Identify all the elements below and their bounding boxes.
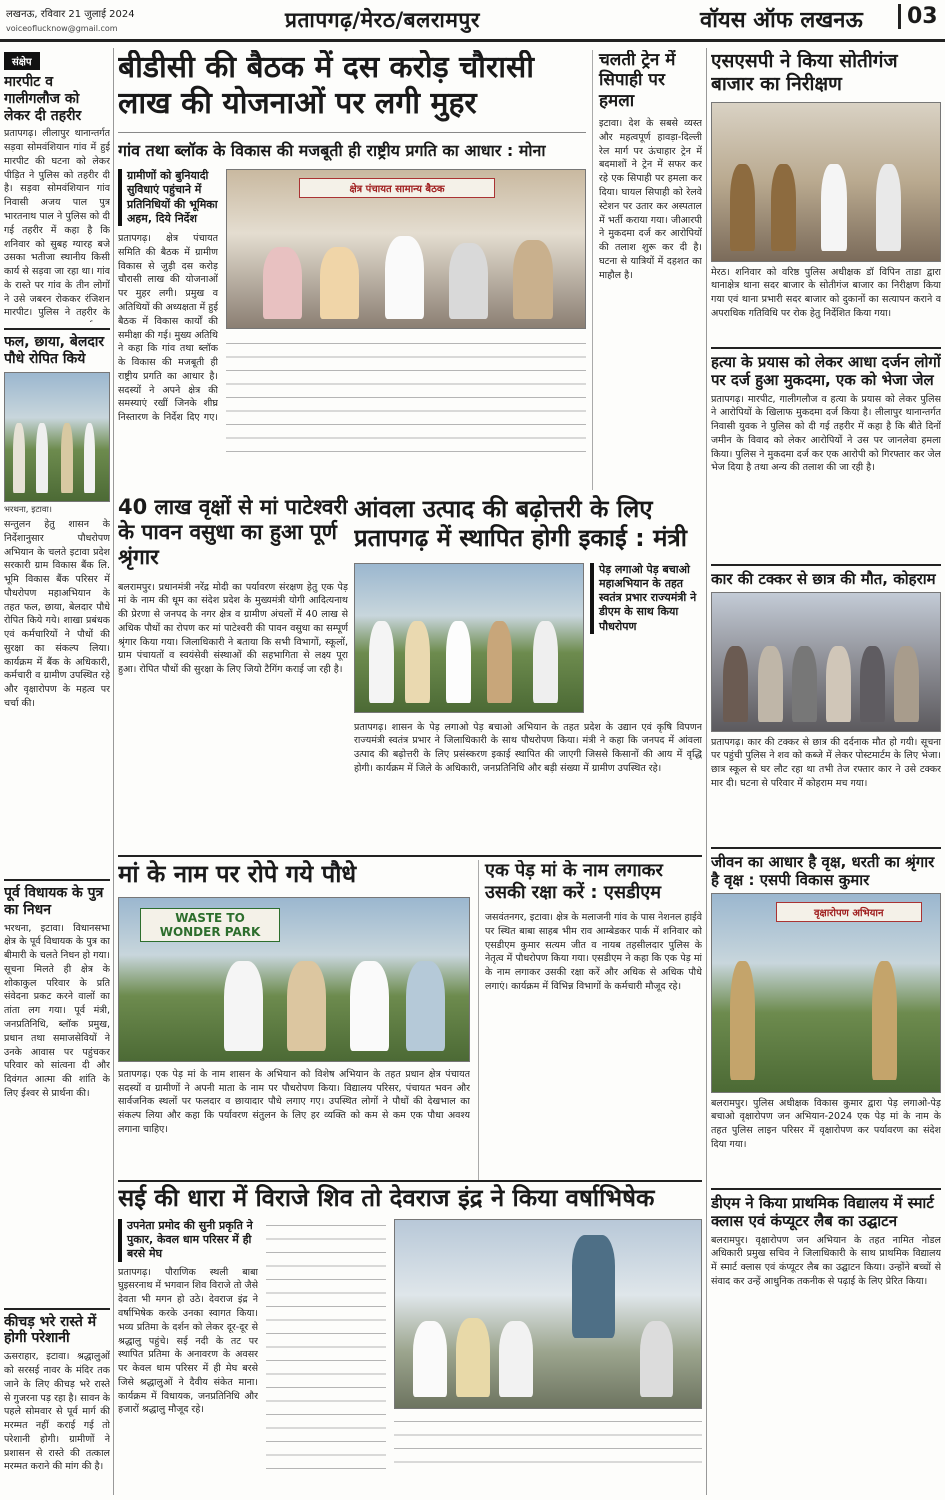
mother-story [118,860,470,1180]
sp-headline: जीवन का आधार है वृक्ष, धरती का श्रृंगार है वृक्ष : एसपी विकास कुमार [711,847,941,889]
brief-headline: फल, छाया, बेलदार पौधे रोपित किये [4,328,110,368]
minister-planting-photo [354,563,584,713]
brief-text: प्रतापगढ़। लीलापुर थानान्तर्गत सड़वा सोमवंशियान गांव में हुई मारपीट की घटना को लेकर पीड़ित ने पुलिस को तहरीर दी है। सड़वा सोमवंशियान गांव निवासी अजय पाल पुत्र भारतनाथ पाल ने पुलिस को दी गई तहरीर में कहा है कि शनिवार को सुबह ग्यारह बजे उसका भतीजा स्थानीय किसी कार्य से सड़वा जा रहा था। गांव के रास्ते पर गांव के तीन लोगों ने उसे जबरन रोककर रंजिशन मारपीट। पुलिस ने तहरीर के [4,128,110,319]
bdc-meeting-photo [226,169,586,329]
section-rule [118,1180,702,1182]
amla-text: प्रतापगढ़। शासन के पेड़ लगाओ पेड़ बचाओ अभियान के तहत प्रदेश के उद्यान एवं कृषि विपणन राज्यमंत्री स्वतंत्र प्रभार ने जिलाधिकारी के साथ पौधरोपण किया। मंत्री ने कहा कि जनपद में आंवला उत्पाद की बढ़ोत्तरी के लिए प्रसंस्करण इकाई स्थापित की जाएगी जिससे किसानों की आय में वृद्धि होगी। कार्यक्रम में जिले के अधिकारी, जनप्रतिनिधि और बड़ी संख्या में ग्रामीण उपस्थित रहे। [354,721,702,774]
meeting-banner: क्षेत्र पंचायत सामान्य बैठक [299,178,496,198]
brief-headline: मारपीट व गालीगलौज को लेकर दी तहरीर [4,74,82,124]
mother-text: प्रतापगढ़। एक पेड़ मां के नाम शासन के अभियान को विशेष अभियान के तहत प्रधान क्षेत्र पंचायत सदस्यों व ग्रामीणों ने अपनी माता के नाम पर पौधरोपण किया। विद्यालय परिसर, पंचायत भवन और सार्वजनिक स्थलों पर फलदार व छायादार पौधे लगाए गए। उपस्थित लोगों ने पौधों की देखभाल का संकल्प लिया और कहा कि पर्यावरण संतुलन के लिए हर व्यक्ति को कम से कम एक पौधा अवश्य लगाना चाहिए। [118,1068,470,1135]
briefs-tag: संक्षेप [4,52,40,70]
lead-subhead: ग्रामीणों को बुनियादी सुविधाएं पहुंचाने में प्रतिनिधियों की भूमिका अहम, दिये निर्देश [118,169,218,226]
mother-planting-photo [118,897,470,1062]
photo-caption: भरथना, इटावा। [4,504,53,515]
attempt-headline: हत्या के प्रयास को लेकर आधा दर्जन लोगों पर दर्ज हुआ मुकदमा, एक को भेजा जेल [711,347,941,389]
accident-text: प्रतापगढ़। कार की टक्कर से छात्र की दर्दनाक मौत हो गयी। सूचना पर पहुंची पुलिस ने शव को कब्जे में लेकर पोस्टमार्टम के लिए भेजा। छात्र स्कूल से घर लौट रहा था तभी तेज रफ्तार कार ने उसे टक्कर मार दी। घटना से परिवार में कोहराम मच गया। [711,736,941,789]
shiva-subhead: उपनेता प्रमोद की सुनी प्रकृति ने पुकार, केवल धाम परिसर में ही बरसे मेघ [118,1219,258,1262]
trees-headline: 40 लाख वृक्षों से मां पाटेश्वरी के पावन वसुधा का हुआ पूर्ण श्रृंगार [118,495,348,570]
lead-text: प्रतापगढ़। क्षेत्र पंचायत समिति की बैठक में ग्रामीण विकास से जुड़ी दस करोड़ चौरासी लाख की योजनाओं पर मुहर लगी। प्रमुख व अतिथियों की अध्यक्षता में हुई बैठक में विकास कार्यों की समीक्षा की गई। मुख्य अतिथि ने कहा कि गांव तथा ब्लॉक के विकास की मजबूती ही राष्ट्रीय प्रगति का आधार है। सदस्यों ने अपने क्षेत्र की समस्याएं रखीं जिनके शीघ्र निस्तारण के निर्देश दिए गए। [118,233,218,423]
shiva-headline: सई की धारा में विराजे शिव तो देवराज इंद्र ने किया वर्षाभिषेक [118,1184,655,1212]
attempt-text: प्रतापगढ़। मारपीट, गालीगलौज व हत्या के प्रयास को लेकर पुलिस ने आरोपियों के खिलाफ मुकदमा दर्ज किया है। लीलापुर थानान्तर्गत निवासी युवक ने पुलिस को दी गई तहरीर में कहा है कि बीते दिनों जमीन के विवाद को लेकर आरोपियों ने उस पर जानलेवा हमला किया। पुलिस ने मुकदमा दर्ज कर एक आरोपी को गिरफ्तार कर जेल भेज दिया है तथा अन्य की तलाश की जा रही है। [711,393,941,474]
masthead [0,0,945,42]
briefs-column [4,50,110,1495]
accident-crowd-photo [711,592,941,732]
shiva-story [118,1184,702,1496]
amla-story [354,495,702,850]
train-story [592,50,702,490]
sp-text: बलरामपुर। पुलिस अधीक्षक विकास कुमार द्वारा पेड़ लगाओ-पेड़ बचाओ वृक्षारोपण जन अभियान-2024 एक पेड़ मां के नाम के तहत पुलिस लाइन परिसर में वृक्षारोपण कर पर्यावरण का संदेश दिया गया। [711,1097,941,1150]
shiva-text: प्रतापगढ़। पौराणिक स्थली बाबा घुइसरनाथ में भगवान शिव विराजे तो जैसे देवता भी मगन हो उठे। देवराज इंद्र ने वर्षाभिषेक करके उनका स्वागत किया। भव्य प्रतिमा के दर्शन को लेकर दूर-दूर से श्रद्धालु पहुंचे। सई नदी के तट पर स्थापित प्रतिमा के अनावरण के अवसर पर केवल धाम परिसर में ही मेघ बरसे जिसे श्रद्धालुओं ने दैवीय संकेत माना। कार्यक्रम में विधायक, जनप्रतिनिधि और हजारों श्रद्धालु मौजूद रहे। [118,1266,258,1416]
train-text: इटावा। देश के सबसे व्यस्त और महत्वपूर्ण हावड़ा-दिल्ली रेल मार्ग पर ऊंचाहार ट्रेन में बदमाशों ने ट्रेन में सफर कर रहे एक सिपाही पर हमला कर दिया। घायल सिपाही को रेलवे स्टेशन पर उतार कर अस्पताल में भर्ती कराया गया। जीआरपी ने मुकदमा दर्ज कर आरोपियों की तलाश शुरू कर दी है। घटना से यात्रियों में दहशत का माहौल है। [599,118,702,281]
dm-headline: डीएम ने किया प्राथमिक विद्यालय में स्मार्ट क्लास एवं कंप्यूटर लैब का उद्घाटन [711,1188,941,1230]
ssp-inspection-photo [711,102,941,262]
sdm-story [478,860,702,1180]
amla-subhead: पेड़ लगाओ पेड़ बचाओ महाअभियान के तहत स्वतंत्र प्रभार राज्यमंत्री ने डीएम के साथ किया पौधरोपण [590,563,702,634]
lead-story [118,50,586,490]
edition-cities: प्रतापगढ़/मेरठ/बलरामपुर [285,8,480,32]
campaign-banner: वृक्षारोपण अभियान [776,902,922,922]
sdm-text: जसवंतनगर, इटावा। क्षेत्र के मलाजनी गांव के पास नेशनल हाईवे पर स्थित बाबा साहब भीम राव आम्बेडकर पार्क में शनिवार को एसडीएम कुमार सत्यम जीत व नायब तहसीलदार पुलिस के नेतृत्व में पौधरोपण किया गया। एसडीएम ने कहा कि एक पेड़ मां के नाम लगाकर उसकी रक्षा करें और अधिक से अधिक पौधे लगाएं। कार्यक्रम में विभिन्न विभागों के कर्मचारी मौजूद रहे। [485,912,702,993]
ssp-headline: एसएसपी ने किया सोतीगंज बाजार का निरीक्षण [711,50,898,95]
column-rule [706,48,707,1495]
tree-planting-photo [4,372,110,502]
park-signboard: WASTE TO WONDER PARK [140,908,280,942]
shiva-text-columns [266,1219,386,1469]
newspaper-brand: वॉयस ऑफ लखनऊ [700,8,863,33]
train-headline: चलती ट्रेन में सिपाही पर हमला [599,50,676,111]
brief-text: ऊसराहार, इटावा। श्रद्धालुओं को सरसई नावर के मंदिर तक जाने के लिए कीचड़ भरे रास्ते से गुजरना पड़ रहा है। सावन के पहले सोमवार से पूर्व मार्ग की मरम्मत नहीं कराई गई तो परेशानी होगी। ग्रामीणों ने प्रशासन से रास्ते की तत्काल मरम्मत कराने की मांग की है। [4,1351,110,1473]
lead-headline: बीडीसी की बैठक में दस करोड़ चौरासी लाख की योजनाओं पर लगी मुहर [118,50,535,121]
lead-dek: गांव तथा ब्लॉक के विकास की मजबूती ही राष्ट्रीय प्रगति का आधार : मोना [118,132,586,161]
brief-headline: कीचड़ भरे रास्ते में होगी परेशानी [4,1308,110,1348]
brief-text: भरथना, इटावा। विधानसभा क्षेत्र के पूर्व विधायक के पुत्र का बीमारी के चलते निधन हो गया। सूचना मिलते ही क्षेत्र के शोकाकुल परिवार के प्रति संवेदना प्रकट करने वालों का तांता लग गया। पूर्व मंत्री, जनप्रतिनिधि, ब्लॉक प्रमुख, प्रधान तथा समाजसेवियों ने उनके आवास पर पहुंचकर परिवार को सांत्वना दी और दिवंगत आत्मा की शांति के लिए ईश्वर से प्रार्थना की। [4,922,110,1099]
issue-date: लखनऊ, रविवार 21 जुलाई 2024 [6,9,135,20]
mother-headline: मां के नाम पर रोपे गये पौधे [118,860,357,888]
sdm-headline: एक पेड़ मां के नाम लगाकर उसकी रक्षा करें : एसडीएम [485,860,663,903]
trees-text: बलरामपुर। प्रधानमंत्री नरेंद्र मोदी का पर्यावरण संरक्षण हेतु एक पेड़ मां के नाम की धूम का संदेश प्रदेश के मुख्यमंत्री योगी आदित्यनाथ की प्रेरणा से जनपद के नगर क्षेत्र व ग्रामीण अंचलों में 40 लाख से अधिक पौधों का रोपण कर मां पाटेश्वरी की पावन वसुधा का सम्पूर्ण श्रृंगार किया गया। जिलाधिकारी ने बताया कि सभी विभागों, स्कूलों, ग्राम पंचायतों व स्वयंसेवी संस्थाओं की सहभागिता से लक्ष्य पूरा हुआ। रोपित पौधों की सुरक्षा के लिए जियो टैगिंग कराई जा रही है। [118,581,348,676]
shiva-text-columns [394,1415,702,1470]
column-rule [113,48,114,1495]
amla-headline: आंवला उत्पाद की बढ़ोत्तरी के लिए प्रतापगढ़ में स्थापित होगी इकाई : मंत्री [354,495,687,552]
page-number: 03 [898,4,938,29]
right-column [711,50,941,1495]
section-rule [118,855,702,857]
ssp-text: मेरठ। शनिवार को वरिष्ठ पुलिस अधीक्षक डॉ विपिन ताडा द्वारा थानाक्षेत्र थाना सदर बाजार के सोतीगंज बाजार का निरीक्षण किया गया एवं थाना प्रभारी सदर बाजार को दुकानों का सत्यापन कराने व अपराधिक गतिविधि पर रोक हेतु निर्देशित किया गया। [711,266,941,319]
brief-headline: पूर्व विधायक के पुत्र का निधन [4,879,110,919]
brief-text: सन्तुलन हेतु शासन के निर्देशानुसार पौधरोपण अभियान के चलते इटावा प्रदेश सरकारी ग्राम विकास बैंक लि. भूमि विकास बैंक परिसर में पौधरोपण महाअभियान के तहत फल, छाया, बेलदार पौधे रोपित किये गये। शाखा प्रबंधक एवं कर्मचारियों ने पौधों की सुरक्षा का संकल्प लिया। कार्यक्रम में बैंक के अधिकारी, कर्मचारी व ग्रामीण उपस्थित रहे और वृक्षारोपण के महत्व पर चर्चा की। [4,519,110,709]
shiva-statue-photo [394,1219,702,1409]
accident-headline: कार की टक्कर से छात्र की मौत, कोहराम [711,564,941,588]
contact-email: voiceoflucknow@gmail.com [6,24,118,33]
lead-text-columns [226,337,586,462]
dm-text: बलरामपुर। वृक्षारोपण जन अभियान के तहत नामित नोडल अधिकारी प्रमुख सचिव ने जिलाधिकारी के साथ प्राथमिक विद्यालय में स्मार्ट क्लास एवं कंप्यूटर लैब का उद्घाटन किया। उन्होंने बच्चों से संवाद कर उन्हें आधुनिक तकनीक से पढ़ाई के लिए प्रेरित किया। [711,1234,941,1287]
sp-planting-photo [711,893,941,1093]
